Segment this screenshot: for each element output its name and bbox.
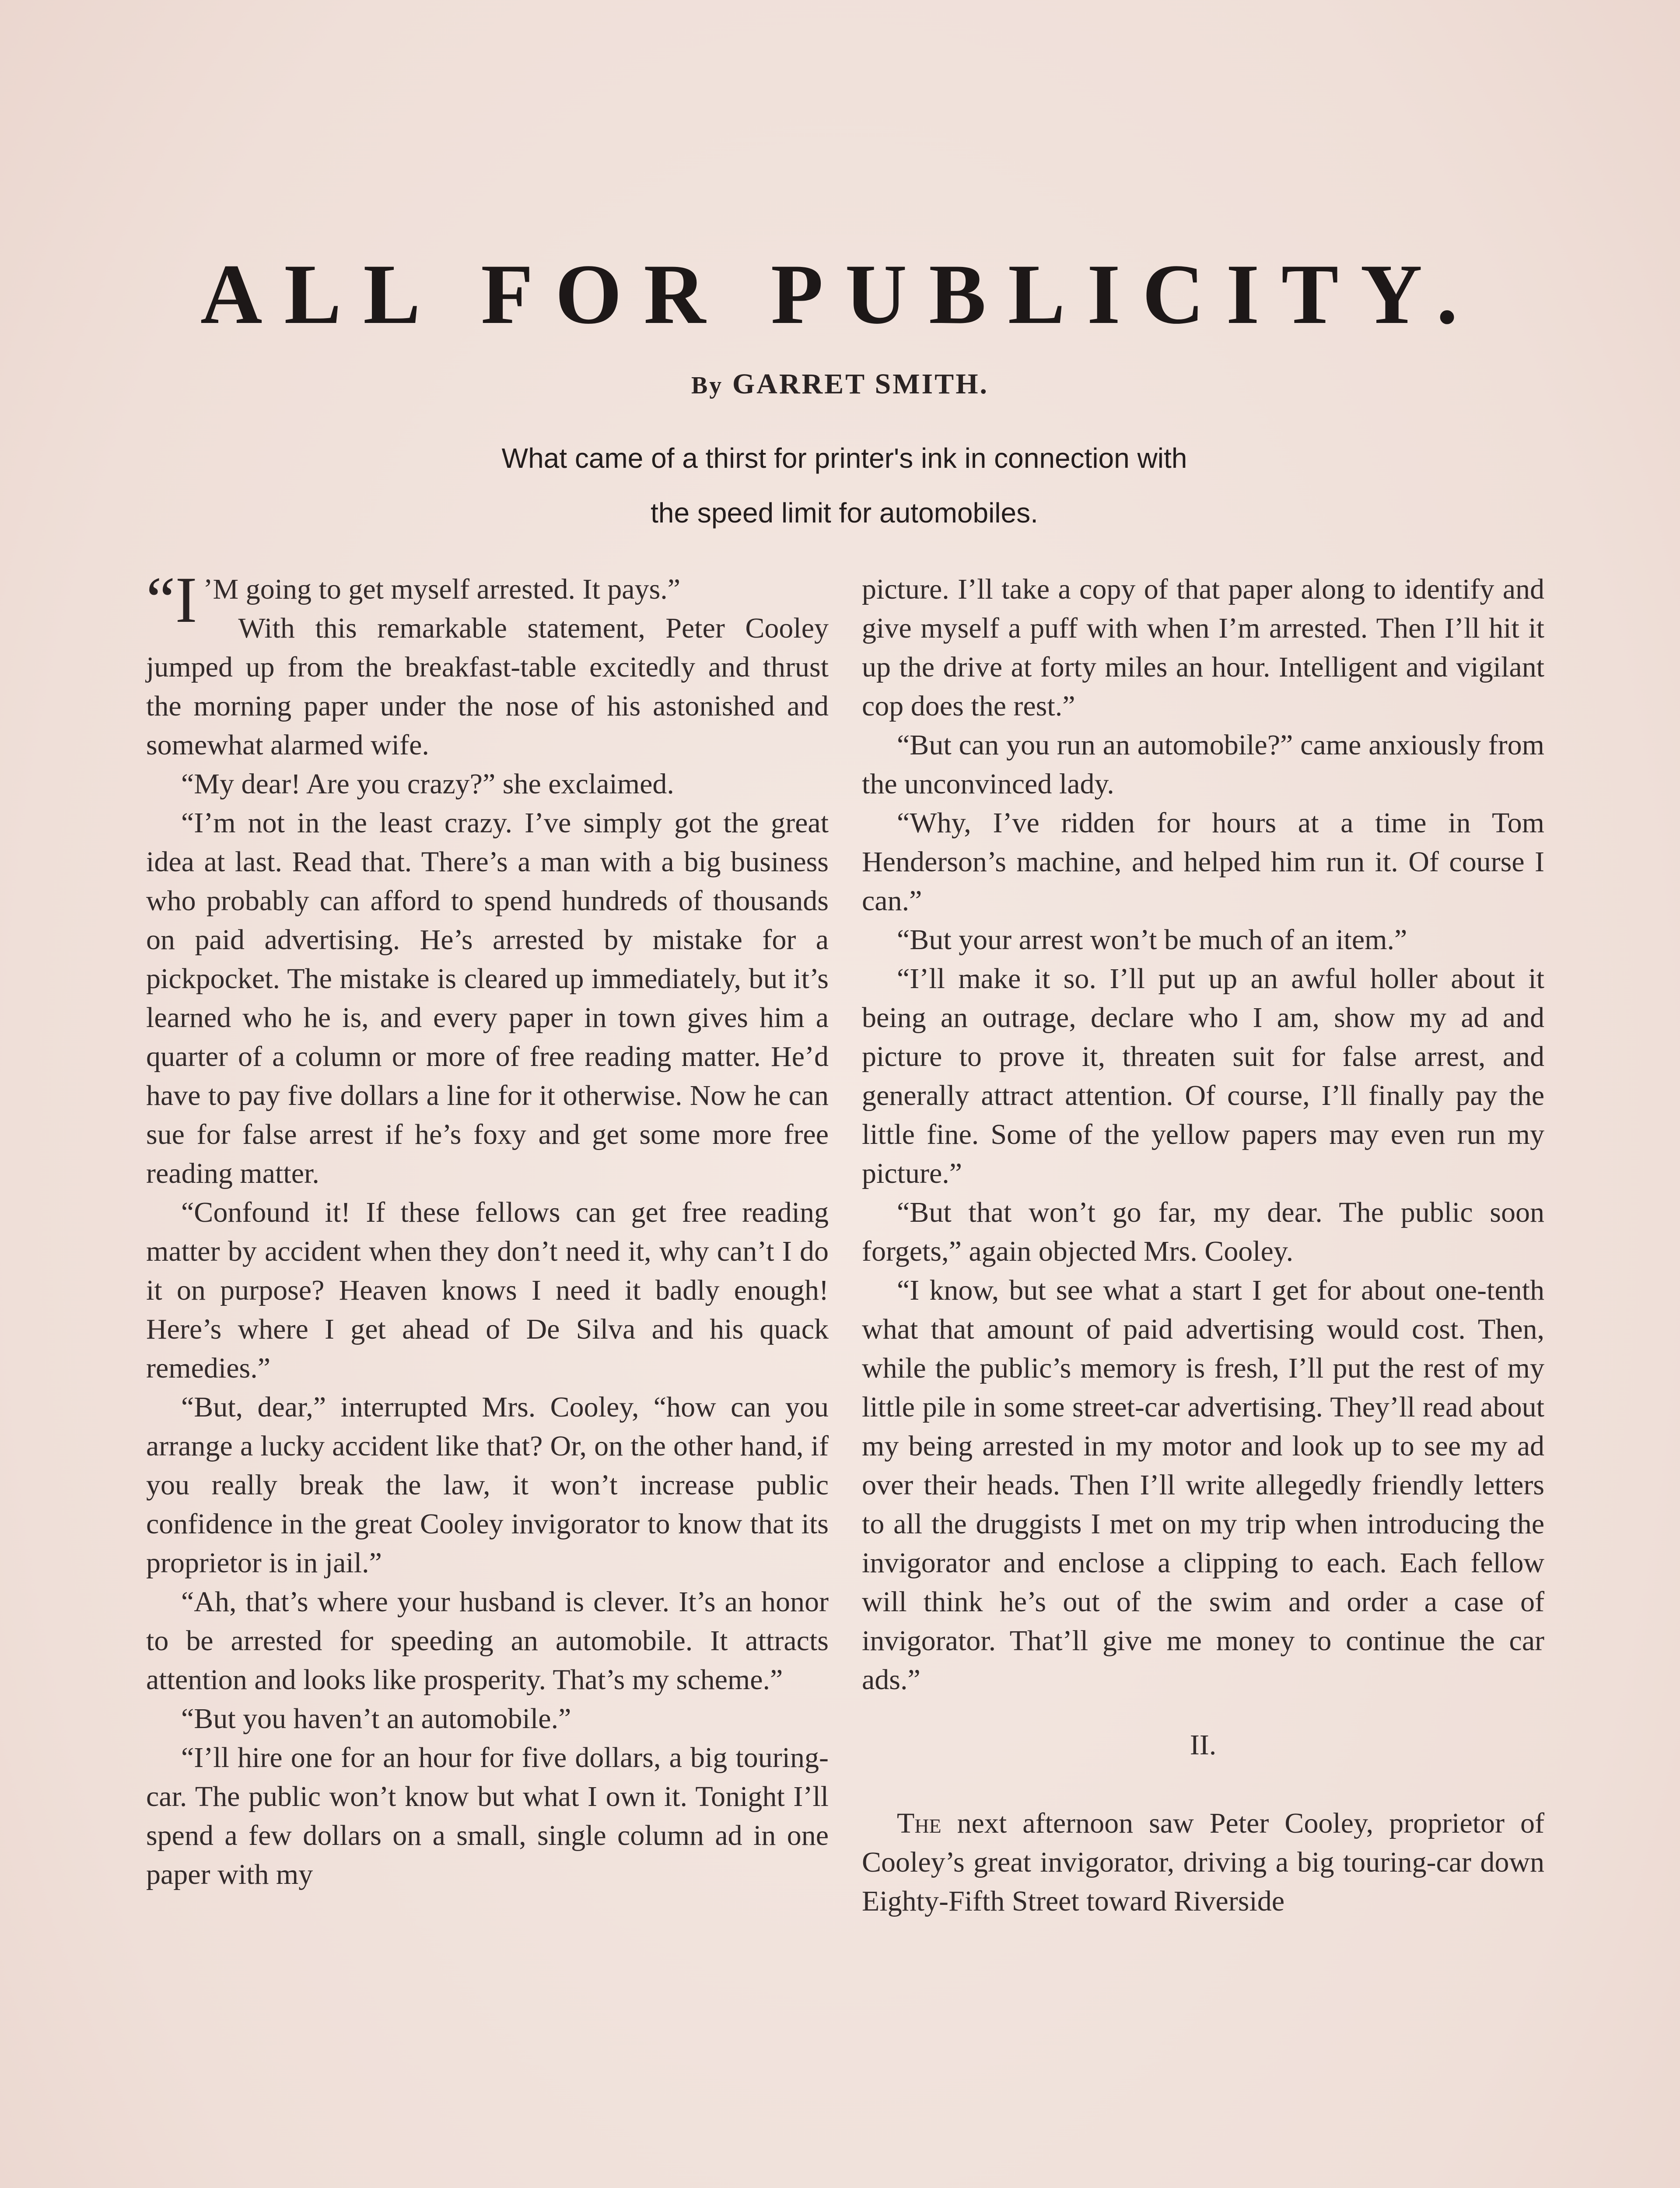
byline-author: GARRET SMITH. xyxy=(732,368,989,400)
paragraph: “But can you run an automobile?” came anxiously from the unconvinced lady. xyxy=(862,729,1544,800)
section-number: II. xyxy=(1190,1729,1217,1761)
paragraph: picture. I’ll take a copy of that paper along to identify and give myself a puff with when I’m arrested. Then I’ll hit it up the drive at forty miles an hour. Intelligent and vigilant cop does the rest.” xyxy=(862,573,1544,722)
article-title: ALL FOR PUBLICITY. xyxy=(200,247,1480,342)
paragraph: “Why, I’ve ridden for hours at a time in Tom Henderson’s machine, and helped him run it. Of course I can.” xyxy=(862,807,1544,917)
paragraph: “I know, but see what a start I get for about one-tenth what that amount of paid advertising would cost. Then, while the public’s memory is fresh, I’ll put the rest of my little pile in some street-car advertising. They’ll read about my being arrested in my motor and look up to see my ad over their heads. Then I’ll write allegedly friendly letters to all the druggists I met on my trip when introducing the invigorator and enclose a clipping to each. Each fellow will think he’s out of the swim and order a case of invigorator. That’ll give me money to continue the car ads.” xyxy=(862,1274,1544,1696)
paragraph: “I’ll make it so. I’ll put up an awful holler about it being an outrage, declare who I am, show my ad and picture to prove it, threaten suit for false arrest, and generally attract attention. Of course, I’ll finally pay the little fine. Some of the yellow papers may even run my picture.” xyxy=(862,963,1544,1189)
paragraph: “Ah, that’s where your husband is clever. It’s an honor to be arrested for speeding an automobile. It attracts attention and looks like prosperity. That’s my scheme.” xyxy=(146,1586,829,1696)
paragraph: With this remarkable statement, Peter Cooley jumped up from the breakfast-table excitedly and thrust the morning paper under the nose of his astonished and somewhat alarmed wife. xyxy=(146,612,829,761)
article-subtitle: What came of a thirst for printer's ink in connection with the speed limit for automobiles. xyxy=(501,442,1187,529)
paragraph: “I’m not in the least crazy. I’ve simply got the great idea at last. Read that. There’s a man with a big business who probably can afford to spend hundreds of thousands on paid advertising. He’s arrested by mistake for a pickpocket. The mistake is cleared up immediately, but it’s learned who he is, and every paper in town gives him a quarter of a column or more of free reading matter. He’d have to pay five dollars a line for it otherwise. Now he can sue for false arrest if he’s foxy and get some more free reading matter. xyxy=(146,807,829,1189)
lead-word: The xyxy=(897,1807,942,1839)
drop-cap: “I xyxy=(146,564,197,636)
left-column xyxy=(146,564,829,1894)
paragraph xyxy=(862,1804,1544,1921)
right-column xyxy=(862,570,1544,1921)
paragraph-text: ’M going to get myself arrested. It pays.” xyxy=(203,573,681,605)
paragraph: “But your arrest won’t be much of an item.” xyxy=(897,924,1407,956)
byline xyxy=(0,368,1680,401)
paragraph: “But you haven’t an automobile.” xyxy=(181,1703,571,1735)
paragraph: “But that won’t go far, my dear. The public soon forgets,” again objected Mrs. Cooley. xyxy=(862,1196,1544,1267)
paragraph: “My dear! Are you crazy?” she exclaimed. xyxy=(181,768,674,800)
paragraph: “Confound it! If these fellows can get free reading matter by accident when they don’t need it, why can’t I do it on purpose? Heaven knows I need it badly enough! Here’s where I get ahead of De Silva and his quack remedies.” xyxy=(146,1196,829,1384)
paragraph-text: next afternoon saw Peter Cooley, proprietor of Cooley’s great invigorator, driving a big touring-car down Eighty-Fifth Street toward Riverside xyxy=(862,1807,1544,1917)
paragraph: “But, dear,” interrupted Mrs. Cooley, “how can you arrange a lucky accident like that? Or, on the other hand, if you really break the law, it won’t increase public confidence in the great Cooley invigorator to know that its proprietor is in jail.” xyxy=(146,1391,829,1579)
paragraph: “I’ll hire one for an hour for five dollars, a big touring-car. The public won’t know but what I own it. Tonight I’ll spend a few dollars on a small, single column ad in one paper with my xyxy=(146,1742,829,1890)
byline-prefix: By xyxy=(691,372,724,399)
paragraph xyxy=(146,564,829,636)
